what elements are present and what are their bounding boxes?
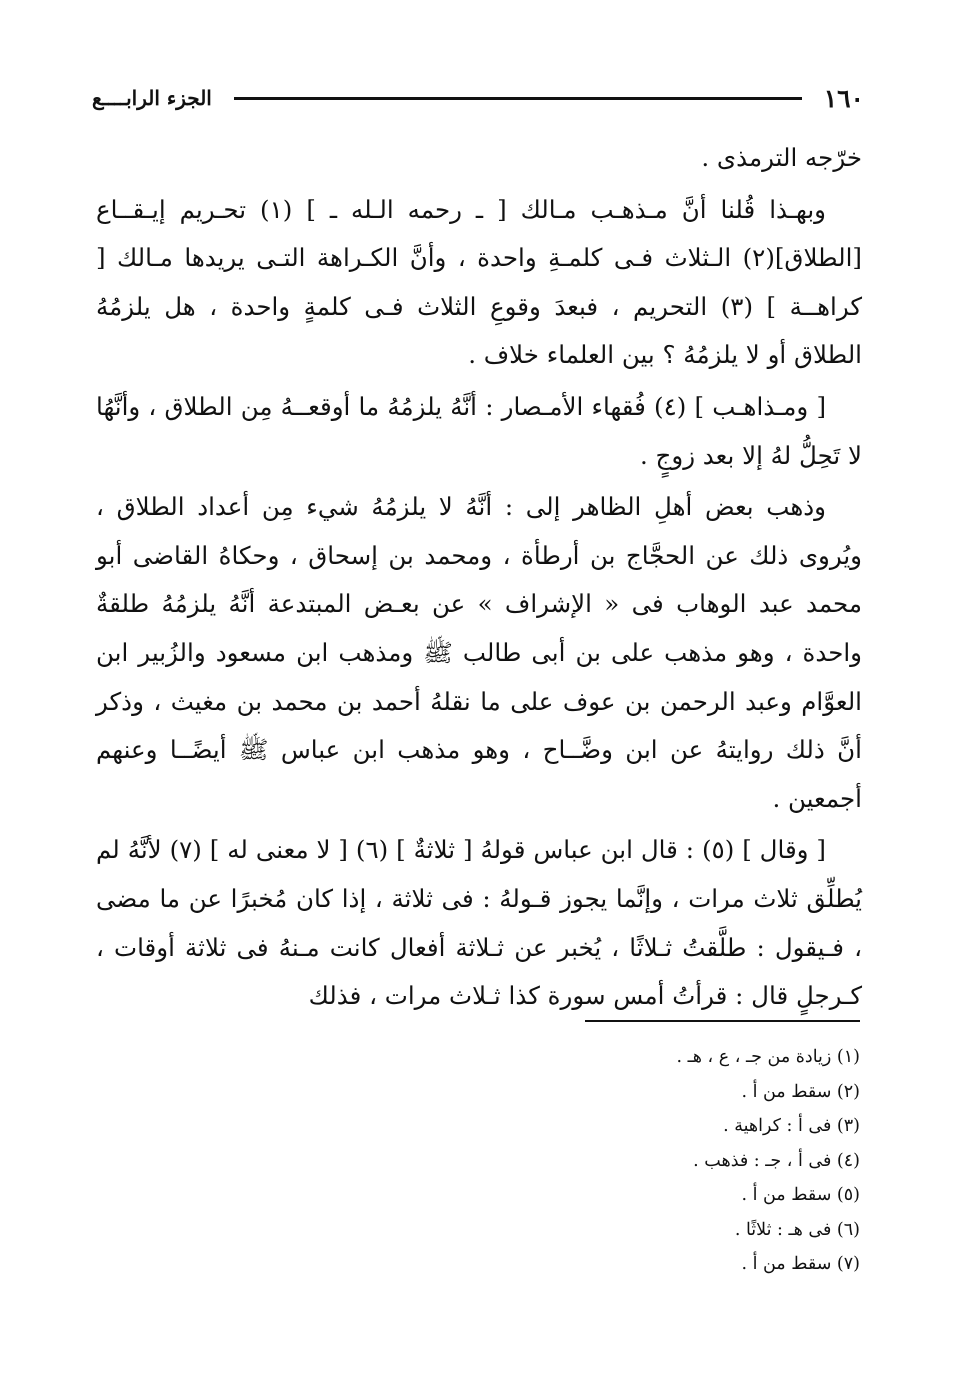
running-header	[92, 78, 864, 118]
paragraph: خرّجه الترمذى .	[701, 143, 862, 172]
paragraph: [ ومـذاهـب ] (٤) فُقهاء الأمـصار : أنَّهُ يلزمُهُ ما أوقعــهُ مِن الطلاق ، وأنَّهُا لا تَحِلُّ لهُ إلا بعد زوجٍ .	[96, 391, 862, 470]
header-rule	[234, 97, 802, 100]
paragraph: [ وقال ] (٥) : قال ابن عباس قولهُ [ ثلاثةٌ ] (٦) [ لا معنى له ] (٧) لأنَّهُ لم يُطلِّق ثلاث مرات ، وإنَّما يجوز قـولهُ : فى ثلاثة ، إذا كان مُخبرًا عن ما مضى ، فـيقول : طلَّقتُ ثـلاثًا ، يُخبر عن ثـلاثة أفعال كانت مـنهُ فى ثلاثة أوقات ، كـرجلٍ قال : قرأتُ أمس سورة كذا ثـلاث مرات ، فذلك	[96, 835, 862, 1011]
footnote: (١) زيادة من جـ ، ع ، هـ .	[676, 1047, 860, 1067]
footnote: (٣) فى أ : كراهية .	[723, 1116, 860, 1136]
paragraph: وبهـذا قُلنا أنَّ مـذهـب مـالك [ ـ رحمه الـله ـ ] (١) تحـريم إيـقــاع [الطلاق](٢) الـثلاث فـى كلمـةِ واحدة ، وأنَّ الكـراهة التـى يريدها مـالك [ كراهــة ] (٣) التحريم ، فبعدَ وقوعِ الثلاث فـى كلمةٍ واحدة ، هل يلزمُهُ الطلاق أو لا يلزمُهُ ؟ بين العلماء خلاف .	[96, 194, 863, 370]
footnote: (٦) فى هـ : ثلاثًا .	[734, 1219, 860, 1240]
footnote: (٢) سقط من أ .	[741, 1081, 860, 1102]
body-text	[96, 134, 862, 1024]
footnote: (٤) فى أ ، جـ : فذهب .	[693, 1150, 860, 1171]
footnotes	[360, 1040, 860, 1282]
paragraph: وذهب بعض أهلِ الظاهر إلى : أنَّهُ لا يلزمُهُ شيء مِن أعداد الطلاق ، ويُروى ذلك عن الحجَّاج بن أرطأة ، ومحمد بن إسحاق ، وحكاهُ القاضى أبو محمد عبد الوهاب فى « الإشراف » عن بعـض المبتدعة أنَّهُ يلزمُهُ طلقةٌ واحدة ، وهو مذهب على بن أبى طالب ﷺ ومذهب ابن مسعود والزُبير ابن العوَّام وعبد الرحمن بن عوف على ما نقلهُ أحمد بن محمد بن مغيث ، وذكر أنَّ ذلك روايتهُ عن ابن وضَّــاح ، وهو مذهب ابن عباس ﷺ أيضًــا وعنهم أجمعين .	[96, 492, 862, 813]
footnote: (٥) سقط من أ .	[741, 1185, 860, 1205]
footnote-rule	[585, 1020, 860, 1022]
page-number: ١٦٠	[823, 83, 864, 113]
footnote: (٧) سقط من أ .	[741, 1254, 860, 1274]
running-title: الجزء الرابــــع	[92, 86, 212, 110]
